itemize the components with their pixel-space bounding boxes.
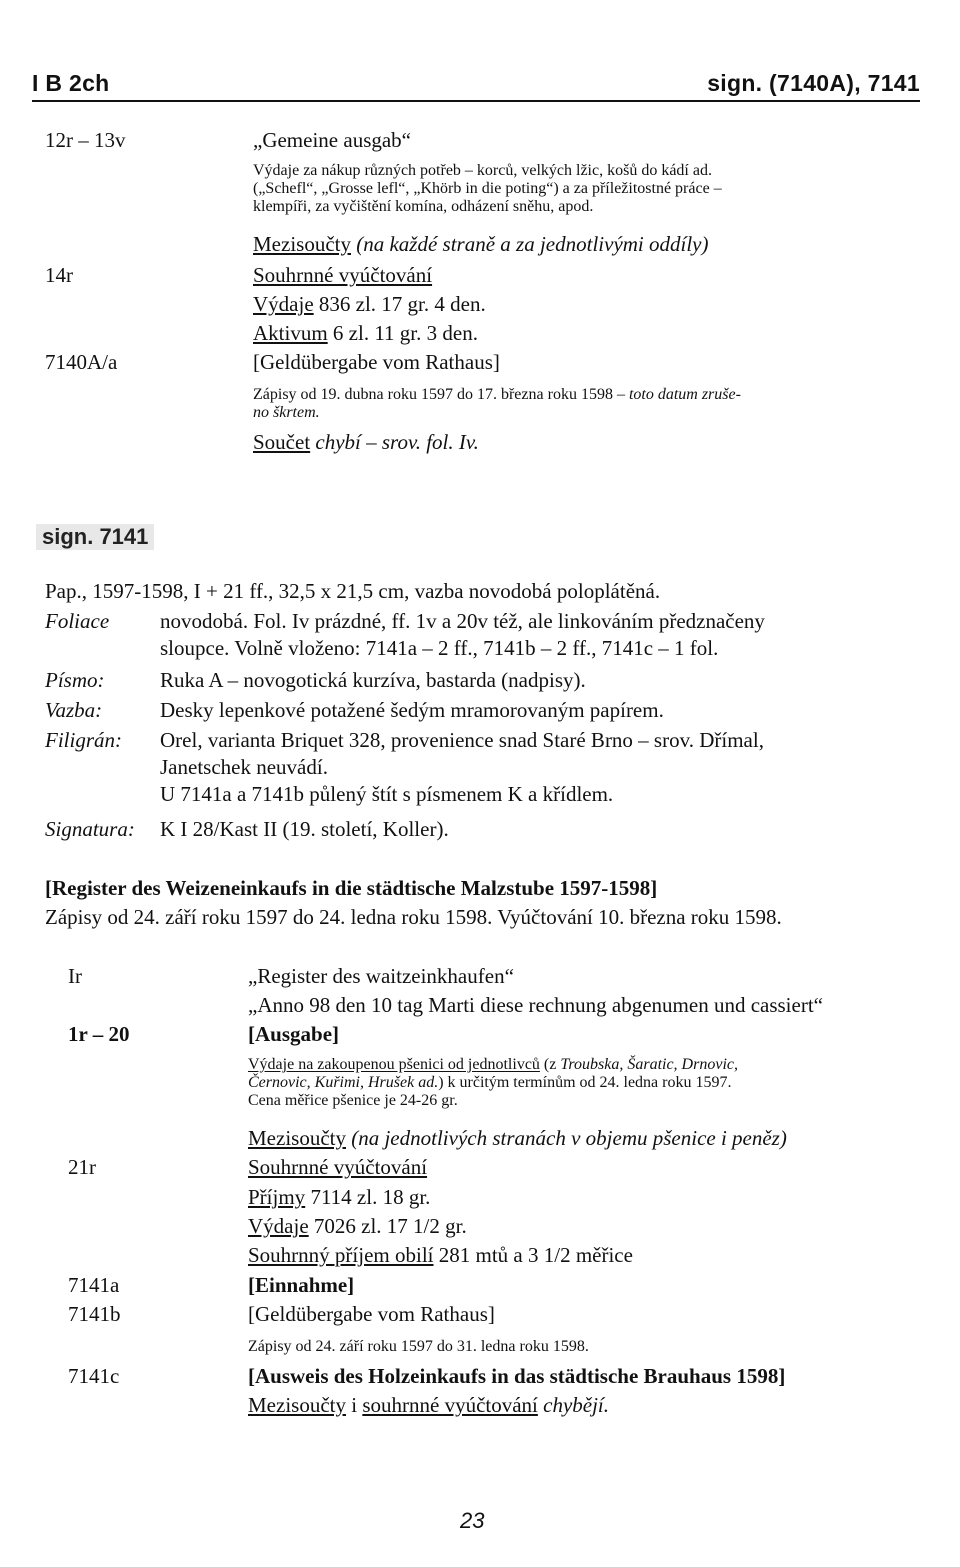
subtotals-note: (na jednotlivých stranách v objemu pšenice i peněz)	[351, 1126, 787, 1150]
subtotals-line	[248, 1126, 787, 1151]
field-value-vazba: Desky lepenkové potažené šedým mramorovaným papírem.	[160, 698, 664, 722]
sum-line	[253, 430, 479, 455]
folio-label: 7140A/a	[45, 350, 118, 374]
summary-label: Souhrnné vyúčtování	[253, 263, 433, 287]
subtotals-label: Mezisoučty	[253, 232, 351, 256]
desc-text: ) k určitým termínům od 24. ledna roku 1597.	[438, 1074, 732, 1091]
field-value-foliace	[160, 609, 765, 661]
entry-title: [Einnahme]	[248, 1273, 355, 1297]
income-label: Příjmy	[248, 1185, 306, 1209]
page-number: 23	[460, 1508, 485, 1533]
expenses-line	[253, 292, 486, 317]
field-line: Janetschek neuvádí.	[160, 755, 328, 779]
note-text: Zápisy od 19. dubna roku 1597 do 17. března roku 1598 –	[253, 386, 629, 403]
header-right: sign. (7140A), 7141	[707, 70, 920, 96]
subtotals-note: (na každé straně a za jednotlivými oddíly)	[356, 232, 709, 256]
register-title: [Register des Weizeneinkaufs in die städtische Malzstube 1597-1598]	[45, 876, 658, 900]
desc-text: (z	[539, 1056, 561, 1073]
assets-label: Aktivum	[253, 321, 328, 345]
field-value-signatura: K I 28/Kast II (19. století, Koller).	[160, 817, 449, 841]
desc-line: Výdaje za nákup různých potřeb – korců, velkých lžic, košů do kádí ad.	[253, 162, 712, 179]
desc-line: klempíři, za vyčištění komína, odházení sněhu, apod.	[253, 198, 594, 215]
expenses-label: Výdaje	[253, 292, 314, 316]
income-line	[248, 1185, 430, 1210]
desc-italic: Černovic, Kuřimi, Hrušek ad.	[248, 1074, 439, 1091]
register-subtitle: Zápisy od 24. září roku 1597 do 24. ledna roku 1598. Vyúčtování 10. března roku 1598.	[45, 905, 782, 929]
field-line: U 7141a a 7141b půlený štít s písmenem K a křídlem.	[160, 782, 614, 806]
missing-note: chybějí.	[537, 1393, 610, 1417]
folio-label: 7141b	[68, 1302, 121, 1326]
desc-italic: Troubska, Šaratic, Drnovic,	[560, 1056, 738, 1073]
field-label-foliace: Foliace	[45, 609, 110, 633]
field-label-pismo: Písmo:	[45, 668, 105, 692]
grain-line	[248, 1243, 633, 1268]
entry-title: [Geldübergabe vom Rathaus]	[253, 350, 500, 374]
field-line: Orel, varianta Briquet 328, provenience snad Staré Brno – srov. Dřímal,	[160, 728, 764, 752]
field-value-pismo: Ruka A – novogotická kurzíva, bastarda (nadpisy).	[160, 668, 586, 692]
subtotals-line	[253, 232, 709, 257]
folio-label: 7141a	[68, 1273, 120, 1297]
assets-value: 6 zl. 11 gr. 3 den.	[332, 321, 478, 345]
field-line: novodobá. Fol. Iv prázdné, ff. 1v a 20v též, ale linkováním předznačeny	[160, 609, 765, 633]
note-italic: no škrtem.	[253, 404, 320, 421]
entry-title: „Anno 98 den 10 tag Marti diese rechnung abgenumen und cassiert“	[248, 993, 823, 1017]
connector-text: i	[345, 1393, 363, 1417]
field-value-filigran	[160, 728, 764, 807]
field-label-filigran: Filigrán:	[45, 728, 122, 752]
field-label-signatura: Signatura:	[45, 817, 135, 841]
entry-note	[253, 386, 741, 422]
entry-title: „Register des waitzeinkhaufen“	[248, 964, 514, 988]
summary-label: Souhrnné vyúčtování	[248, 1155, 428, 1179]
sum-label: Součet	[253, 430, 311, 454]
missing-line	[248, 1393, 609, 1418]
note-italic: toto datum zruše-	[628, 386, 741, 403]
folio-label: Ir	[68, 964, 82, 988]
header-left: I B 2ch	[32, 70, 110, 96]
sum-note: chybí – srov. fol. Iv.	[315, 430, 479, 454]
expenses-value: 7026 zl. 17 1/2 gr.	[313, 1214, 467, 1238]
folio-label: 12r – 13v	[45, 128, 126, 152]
header-rule	[32, 100, 920, 102]
field-line: sloupce. Volně vloženo: 7141a – 2 ff., 7141b – 2 ff., 7141c – 1 fol.	[160, 636, 719, 660]
assets-line	[253, 321, 478, 346]
entry-title: [Ausgabe]	[248, 1022, 340, 1046]
entry-title: [Ausweis des Holzeinkaufs in das städtische Brauhaus 1598]	[248, 1364, 786, 1388]
folio-label: 7141c	[68, 1364, 120, 1388]
desc-line: („Schefl“, „Grosse lefl“, „Khörb in die poting“) a za příležitostné práce –	[253, 180, 722, 197]
expenses-line	[248, 1214, 467, 1239]
physical-description: Pap., 1597-1598, I + 21 ff., 32,5 x 21,5 cm, vazba novodobá poloplátěná.	[45, 579, 661, 603]
subtotals-label: Mezisoučty	[248, 1126, 346, 1150]
grain-value: 281 mtů a 3 1/2 měřice	[438, 1243, 633, 1267]
field-label-vazba: Vazba:	[45, 698, 103, 722]
entry-description	[248, 1056, 738, 1110]
income-value: 7114 zl. 18 gr.	[310, 1185, 431, 1209]
expenses-label: Výdaje	[248, 1214, 309, 1238]
summary-label: souhrnné vyúčtování	[362, 1393, 538, 1417]
folio-label: 14r	[45, 263, 73, 287]
signature-heading: sign. 7141	[36, 524, 154, 550]
grain-label: Souhrnný příjem obilí	[248, 1243, 434, 1267]
desc-text: Cena měřice pšenice je 24-26 gr.	[248, 1092, 458, 1109]
folio-label: 21r	[68, 1155, 96, 1179]
subtotals-label: Mezisoučty	[248, 1393, 346, 1417]
entry-note: Zápisy od 24. září roku 1597 do 31. ledna roku 1598.	[248, 1338, 589, 1355]
entry-title: [Geldübergabe vom Rathaus]	[248, 1302, 495, 1326]
folio-label: 1r – 20	[68, 1022, 130, 1046]
desc-underlined: Výdaje na zakoupenou pšenici od jednotlivců	[248, 1056, 540, 1073]
expenses-value: 836 zl. 17 gr. 4 den.	[318, 292, 486, 316]
entry-description	[253, 162, 722, 216]
entry-title: „Gemeine ausgab“	[253, 128, 412, 152]
